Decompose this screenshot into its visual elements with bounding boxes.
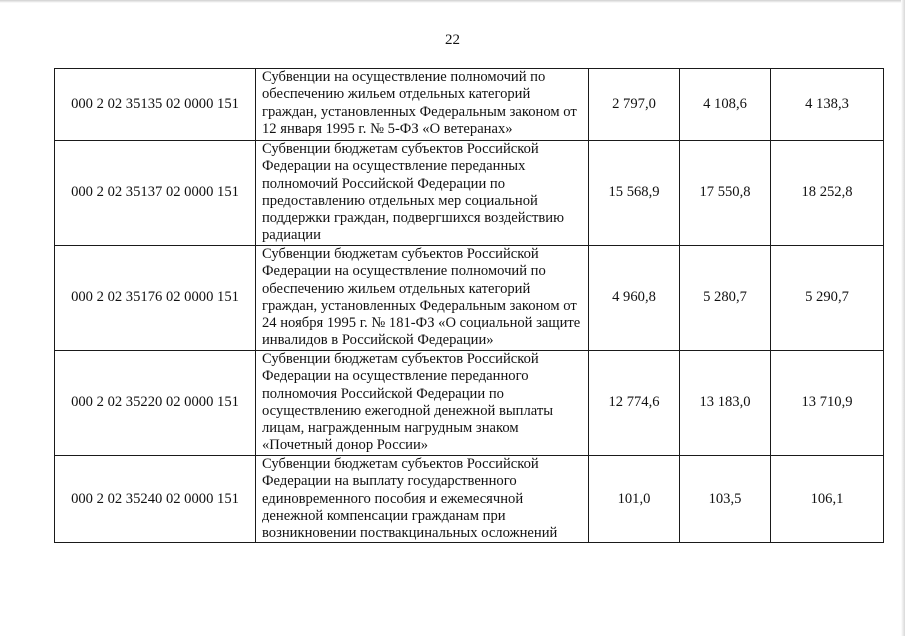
value-cell-year-2: 5 280,7: [680, 246, 771, 351]
value-cell-year-1: 12 774,6: [589, 351, 680, 456]
budget-table: [54, 68, 884, 543]
description-cell: Субвенции бюджетам субъектов Российской Федерации на выплату государственного единовременного пособия и ежемесячной денежной компенсации гражданам при возникновении поствакцинальных осложнений: [256, 456, 589, 543]
value-cell-year-1: 101,0: [589, 456, 680, 543]
value-cell-year-3: 5 290,7: [771, 246, 884, 351]
table-row: [55, 456, 884, 543]
table-row: [55, 246, 884, 351]
page-edge-right: [901, 0, 905, 636]
value-cell-year-3: 4 138,3: [771, 69, 884, 141]
table-row: [55, 351, 884, 456]
value-cell-year-1: 4 960,8: [589, 246, 680, 351]
value-cell-year-1: 2 797,0: [589, 69, 680, 141]
value-cell-year-3: 18 252,8: [771, 141, 884, 246]
value-cell-year-2: 17 550,8: [680, 141, 771, 246]
value-cell-year-3: 13 710,9: [771, 351, 884, 456]
budget-code-cell: 000 2 02 35176 02 0000 151: [55, 246, 256, 351]
description-cell: Субвенции бюджетам субъектов Российской Федерации на осуществление переданных полномочий Российской Федерации по предоставлению отдельных мер социальной поддержки граждан, подвергшихся воздействию радиации: [256, 141, 589, 246]
value-cell-year-2: 103,5: [680, 456, 771, 543]
budget-code-cell: 000 2 02 35220 02 0000 151: [55, 351, 256, 456]
value-cell-year-1: 15 568,9: [589, 141, 680, 246]
page-number: 22: [445, 32, 460, 48]
value-cell-year-3: 106,1: [771, 456, 884, 543]
budget-code-cell: 000 2 02 35135 02 0000 151: [55, 69, 256, 141]
description-cell: Субвенции бюджетам субъектов Российской Федерации на осуществление полномочий по обеспечению жильем отдельных категорий граждан, установленных Федеральным законом от 24 ноября 1995 г. № 181-ФЗ «О социальной защите инвалидов в Российской Федерации»: [256, 246, 589, 351]
description-cell: Субвенции на осуществление полномочий по обеспечению жильем отдельных категорий граждан, установленных Федеральным законом от 12 января 1995 г. № 5-ФЗ «О ветеранах»: [256, 69, 589, 141]
description-cell: Субвенции бюджетам субъектов Российской Федерации на осуществление переданного полномочия Российской Федерации по осуществлению ежегодной денежной выплаты лицам, награжденным нагрудным знаком «Почетный донор России»: [256, 351, 589, 456]
budget-code-cell: 000 2 02 35137 02 0000 151: [55, 141, 256, 246]
table-row: [55, 141, 884, 246]
value-cell-year-2: 4 108,6: [680, 69, 771, 141]
table-row: [55, 69, 884, 141]
page-edge-top: [0, 0, 905, 3]
budget-code-cell: 000 2 02 35240 02 0000 151: [55, 456, 256, 543]
value-cell-year-2: 13 183,0: [680, 351, 771, 456]
